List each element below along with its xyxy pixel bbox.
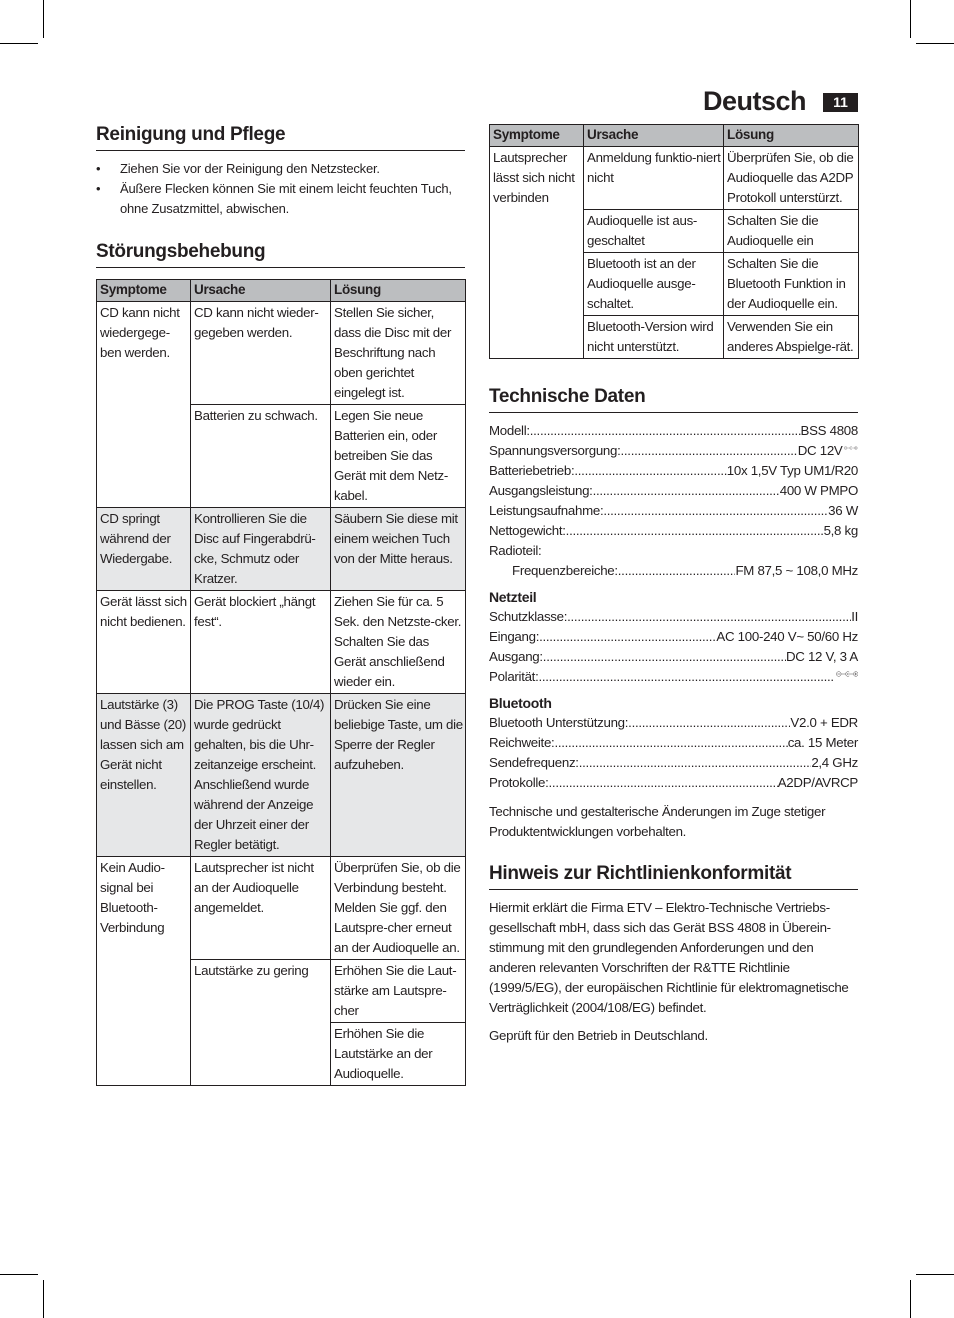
specs-note: Technische und gestalterische Änderungen im Zuge stetiger Produktentwicklungen vorbehalten. [489,804,826,839]
spec-value: ca. 15 Meter [787,735,858,750]
cause-cell: CD kann nicht wieder-gegeben werden. [191,302,331,405]
leader-dots [539,627,716,647]
page-number: 11 [823,93,858,112]
solution-cell: Schalten Sie die Bluetooth Funktion in der Audioquelle ein. [724,253,859,316]
leader-dots [549,773,778,793]
spec-row [489,521,858,541]
spec-row [489,733,858,753]
spec-row [489,607,858,627]
right-column [489,124,858,1046]
leader-dots [579,753,812,773]
spec-row [489,753,858,773]
spec-value: FM 87,5 ~ 108,0 MHz [735,563,858,578]
spec-label: Polarität: [489,669,539,684]
spec-label: Bluetooth Unterstützung: [489,715,629,730]
solution-cell: Überprüfen Sie, ob die Audioquelle das A2DP Protokoll unterstürzt. [724,147,859,210]
troubleshooting-table-continued [489,124,859,359]
cleaning-title: Reinigung und Pflege [96,124,465,151]
spec-label: Spannungsversorgung: [489,443,621,458]
spec-value: DC 12 V, 3 A [785,649,858,664]
solution-cell: Säubern Sie diese mit einem weichen Tuch von der Mitte heraus. [331,508,466,591]
table-row [490,147,859,210]
spec-value: AC 100-240 V~ 50/60 Hz [716,629,858,644]
bluetooth-title: Bluetooth [489,695,552,711]
symptom-cell: Gerät lässt sich nicht bedienen. [97,591,191,694]
solution-cell: Erhöhen Sie die Laut-stärke am Lautspre-cher [331,960,466,1023]
cause-cell: Anmeldung funktio-niert nicht [584,147,724,210]
column-header-solution: Lösung [724,125,859,147]
spec-label: Reichweite: [489,735,555,750]
spec-row [489,481,858,501]
spec-value: DC 12V [797,443,843,458]
table-row [97,508,466,591]
symptom-cell: Lautsprecher lässt sich nicht verbinden [490,147,584,359]
spec-row [489,647,858,667]
solution-cell: Stellen Sie sicher, dass die Disc mit der Beschriftung nach oben gerichtet eingelegt ist. [331,302,466,405]
table-row [97,591,466,694]
cause-cell: Bluetooth-Version wird nicht unterstützt. [584,316,724,359]
symptom-cell: CD springt während der Wiedergabe. [97,508,191,591]
column-header-cause: Ursache [584,125,724,147]
spec-label: Frequenzbereiche: [512,563,618,578]
spec-label: Ausgangsleistung: [489,483,593,498]
table-row [97,302,466,405]
leader-dots [603,501,828,521]
spec-value: II [851,609,858,624]
list-item: • Äußere Flecken können Sie mit einem leicht feuchten Tuch, ohne Zusatzmittel, abwischen. [96,179,465,219]
cause-cell: Die PROG Taste (10/4) wurde gedrückt gehalten, bis die Uhr-zeitanzeige erscheint. Anschließend wurde während der Anzeige der Uhrzeit einer der Regler betätigt. [191,694,331,857]
solution-cell: Ziehen Sie für ca. 5 Sek. den Netzste-cker. Schalten Sie das Gerät anschließend wieder ein. [331,591,466,694]
spec-label: Modell: [489,423,530,438]
leader-dots [566,521,824,541]
cause-cell: Audioquelle ist aus-geschaltet [584,210,724,253]
spec-label: Leistungsaufnahme: [489,503,604,518]
spec-label: Eingang: [489,629,540,644]
solution-cell: Verwenden Sie ein anderes Abspielge-rät. [724,316,859,359]
leader-dots [593,481,780,501]
spec-row [489,667,858,687]
specs-title: Technische Daten [489,386,858,413]
cause-cell: Bluetooth ist an der Audioquelle ausge-schaltet. [584,253,724,316]
crop-mark [0,1274,38,1275]
leader-dots [530,421,801,441]
left-column [96,124,465,1086]
leader-dots [618,561,736,581]
cleaning-list [96,159,465,219]
spec-label: Protokolle: [489,775,549,790]
troubleshooting-title: Störungsbehebung [96,241,465,268]
spec-value: BSS 4808 [800,423,858,438]
netzteil-title: Netzteil [489,589,537,605]
crop-mark [43,1280,44,1318]
leader-dots [621,441,798,461]
spec-row [489,441,858,461]
column-header-symptom: Symptome [490,125,584,147]
crop-mark [910,1280,911,1318]
spec-value: 10x 1,5V Typ UM1/R20 [726,463,858,478]
cause-cell: Lautstärke zu gering [191,960,331,1086]
symptom-cell: Lautstärke (3) und Bässe (20) lassen sich am Gerät nicht einstellen. [97,694,191,857]
spec-row [489,421,858,441]
symptom-cell: Kein Audio-signal bei Bluetooth-Verbindung [97,857,191,1086]
radio-label: Radioteil: [489,543,542,558]
spec-value: A2DP/AVRCP [777,775,858,790]
crop-mark [910,0,911,38]
symptom-cell: CD kann nicht wiedergege-ben werden. [97,302,191,508]
spec-label: Schutzklasse: [489,609,568,624]
leader-dots [554,733,787,753]
leader-dots [628,713,790,733]
spec-value: V2.0 + EDR [790,715,858,730]
cause-cell: Lautsprecher ist nicht an der Audioquelle angemeldet. [191,857,331,960]
column-header-symptom: Symptome [97,280,191,302]
solution-cell: Erhöhen Sie die Lautstärke an der Audioquelle. [331,1023,466,1086]
spec-value: 2,4 GHz [811,755,858,770]
solution-cell: Legen Sie neue Batterien ein, oder betreiben Sie das Gerät mit dem Netz-kabel. [331,405,466,508]
crop-mark [916,43,954,44]
cause-cell: Kontrollieren Sie die Disc auf Fingerabdrü-cke, Schmutz oder Kratzer. [191,508,331,591]
spec-row [489,561,858,581]
conformity-tested: Geprüft für den Betrieb in Deutschland. [489,1028,708,1043]
spec-label: Nettogewicht: [489,523,566,538]
spec-value: 36 W [828,503,858,518]
cause-cell: Batterien zu schwach. [191,405,331,508]
spec-label: Ausgang: [489,649,543,664]
crop-mark [43,0,44,38]
spec-row [489,773,858,793]
table-row [97,857,466,960]
polarity-symbol-icon [844,441,858,455]
solution-cell: Überprüfen Sie, ob die Verbindung besteht. Melden Sie ggf. den Lautspre-cher erneut an der Audioquelle an. [331,857,466,960]
specs-list [489,421,858,793]
solution-cell: Drücken Sie eine beliebige Taste, um die Sperre der Regler aufzuheben. [331,694,466,857]
page-language-header: Deutsch [702,86,806,116]
leader-dots [574,461,726,481]
troubleshooting-table [96,279,466,1086]
conformity-text: Hiermit erklärt die Firma ETV – Elektro-Technische Vertriebs-gesellschaft mbH, dass sich das Gerät BSS 4808 in Überein-stimmung mit den grundlegenden Anforderungen und den anderen relevanten Vorschriften der R&TTE Richtlinie (1999/5/EG), der europäischen Richtlinie für elektromagnetische Verträglichkeit (2004/108/EG) befindet. [489,900,849,1015]
polarity-symbol-icon [836,667,859,681]
spec-row [489,501,858,521]
list-item: • Ziehen Sie vor der Reinigung den Netzstecker. [96,159,465,179]
leader-dots [567,607,851,627]
spec-row [489,627,858,647]
solution-cell: Schalten Sie die Audioquelle ein [724,210,859,253]
spec-row [489,713,858,733]
crop-mark [916,1274,954,1275]
spec-value: 400 W PMPO [779,483,858,498]
column-header-cause: Ursache [191,280,331,302]
spec-label: Sendefrequenz: [489,755,579,770]
column-header-solution: Lösung [331,280,466,302]
leader-dots [543,647,786,667]
table-row [97,694,466,857]
spec-value: 5,8 kg [823,523,858,538]
conformity-title: Hinweis zur Richtlinienkonformität [489,863,858,890]
crop-mark [0,43,38,44]
leader-dots [538,667,833,687]
spec-row [489,461,858,481]
cause-cell: Gerät blockiert „hängt fest“. [191,591,331,694]
spec-label: Batteriebetrieb: [489,463,575,478]
